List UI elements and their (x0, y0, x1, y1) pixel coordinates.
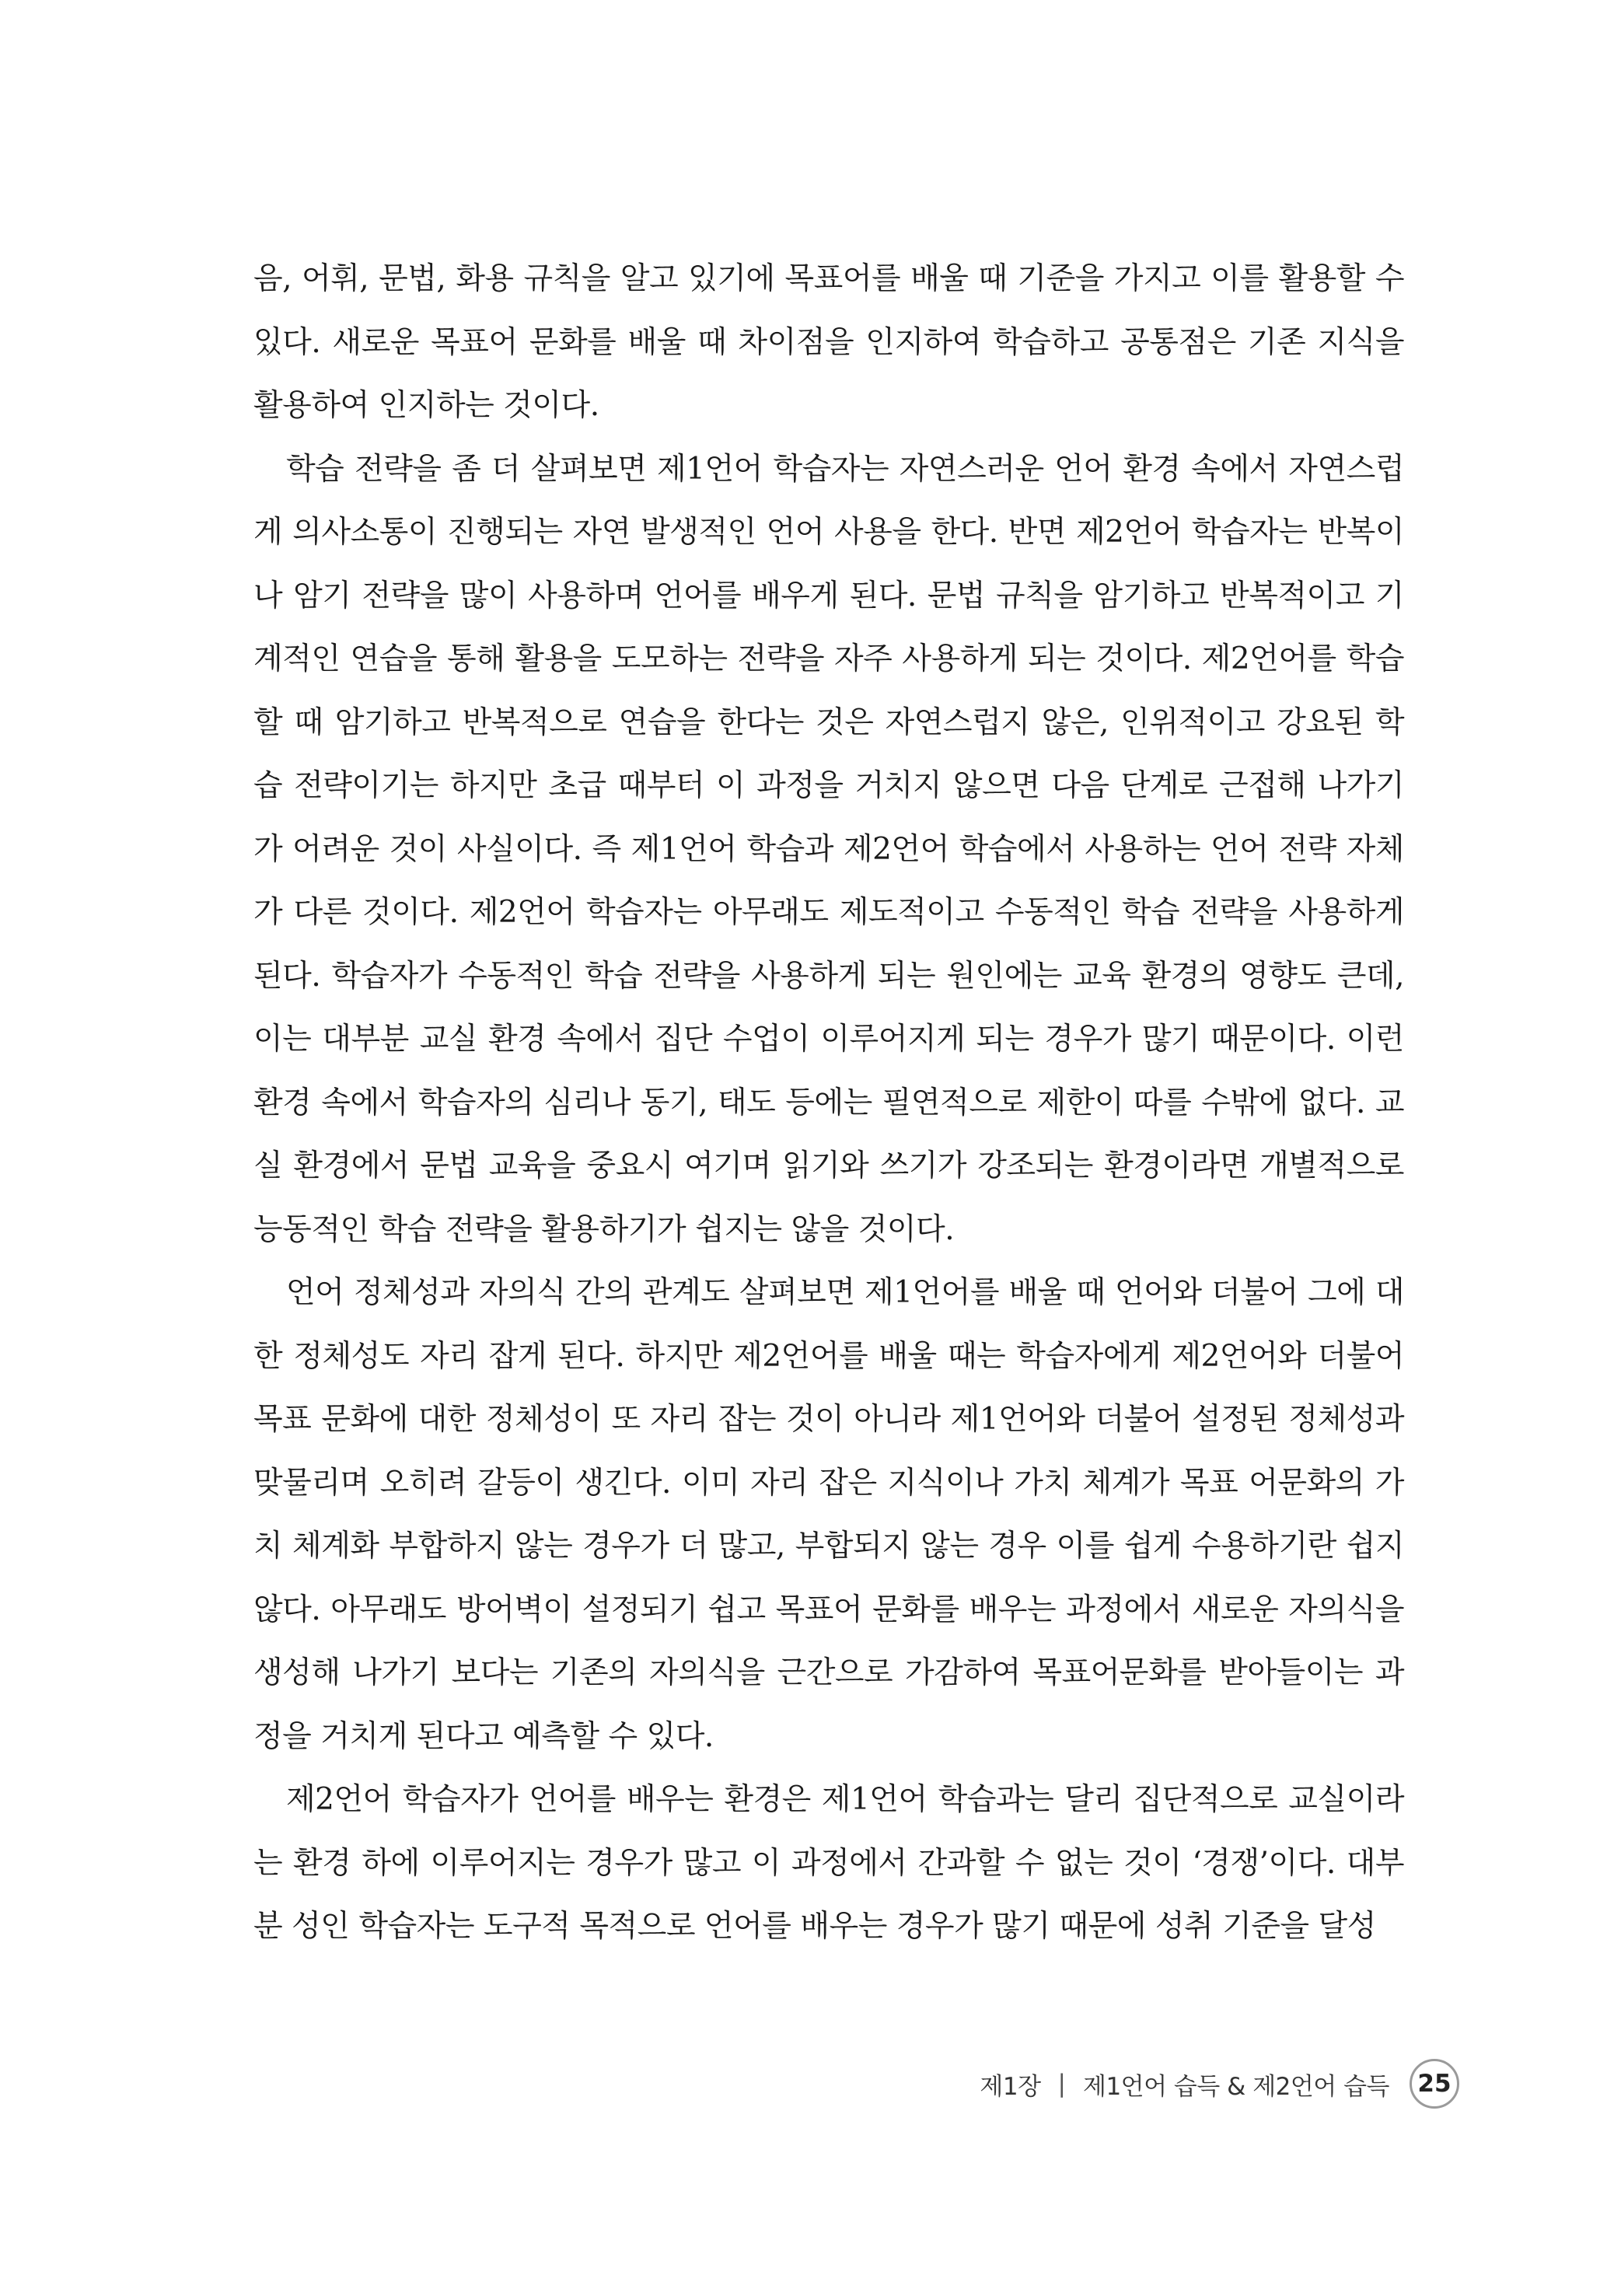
page-footer (980, 2053, 1459, 2115)
chapter-title: 제1언어 습득 & 제2언어 습득 (1083, 2072, 1389, 2101)
paragraph: 음, 어휘, 문법, 화용 규칙을 알고 있기에 목표어를 배울 때 기준을 가지고 이를 활용할 수 있다. 새로운 목표어 문화를 배울 때 차이점을 인지하여 학습하고 공통점은 기존 지식을 활용하여 인지하는 것이다. (253, 261, 1404, 423)
chapter-label: 제1장 (980, 2072, 1041, 2101)
paragraph: 언어 정체성과 자의식 간의 관계도 살펴보면 제1언어를 배울 때 언어와 더불어 그에 대한 정체성도 자리 잡게 된다. 하지만 제2언어를 배울 때는 학습자에게 제2언어와 더불어 목표 문화에 대한 정체성이 또 자리 잡는 것이 아니라 제1언어와 더불어 설정된 정체성과 맞물리며 오히려 갈등이 생긴다. 이미 자리 잡은 지식이나 가치 체계가 목표 어문화의 가치 체계화 부합하지 않는 경우가 더 많고, 부합되지 않는 경우 이를 쉽게 수용하기란 쉽지 않다. 아무래도 방어벽이 설정되기 쉽고 목표어 문화를 배우는 과정에서 새로운 자의식을 생성해 나가기 보다는 기존의 자의식을 근간으로 가감하여 목표어문화를 받아들이는 과정을 거치게 된다고 예측할 수 있다. (253, 1275, 1404, 1754)
paragraph: 학습 전략을 좀 더 살펴보면 제1언어 학습자는 자연스러운 언어 환경 속에서 자연스럽게 의사소통이 진행되는 자연 발생적인 언어 사용을 한다. 반면 제2언어 학습자는 반복이나 암기 전략을 많이 사용하며 언어를 배우게 된다. 문법 규칙을 암기하고 반복적이고 기계적인 연습을 통해 활용을 도모하는 전략을 자주 사용하게 되는 것이다. 제2언어를 학습할 때 암기하고 반복적으로 연습을 한다는 것은 자연스럽지 않은, 인위적이고 강요된 학습 전략이기는 하지만 초급 때부터 이 과정을 거치지 않으면 다음 단계로 근접해 나가기가 어려운 것이 사실이다. 즉 제1언어 학습과 제2언어 학습에서 사용하는 언어 전략 자체가 다른 것이다. 제2언어 학습자는 아무래도 제도적이고 수동적인 학습 전략을 사용하게 된다. 학습자가 수동적인 학습 전략을 사용하게 되는 원인에는 교육 환경의 영향도 큰데, 이는 대부분 교실 환경 속에서 집단 수업이 이루어지게 되는 경우가 많기 때문이다. 이런 환경 속에서 학습자의 심리나 동기, 태도 등에는 필연적으로 제한이 따를 수밖에 없다. 교실 환경에서 문법 교육을 중요시 여기며 읽기와 쓰기가 강조되는 환경이라면 개별적으로 능동적인 학습 전략을 활용하기가 쉽지는 않을 것이다. (253, 451, 1404, 1247)
page-number-badge (1410, 2059, 1459, 2109)
body-text (253, 247, 1404, 1959)
paragraph: 제2언어 학습자가 언어를 배우는 환경은 제1언어 학습과는 달리 집단적으로 교실이라는 환경 하에 이루어지는 경우가 많고 이 과정에서 간과할 수 없는 것이 ‘경쟁’이다. 대부분 성인 학습자는 도구적 목적으로 언어를 배우는 경우가 많기 때문에 성취 기준을 달성 (253, 1782, 1404, 1944)
page-number: 25 (1417, 2070, 1452, 2098)
footer-separator: | (1057, 2070, 1066, 2098)
